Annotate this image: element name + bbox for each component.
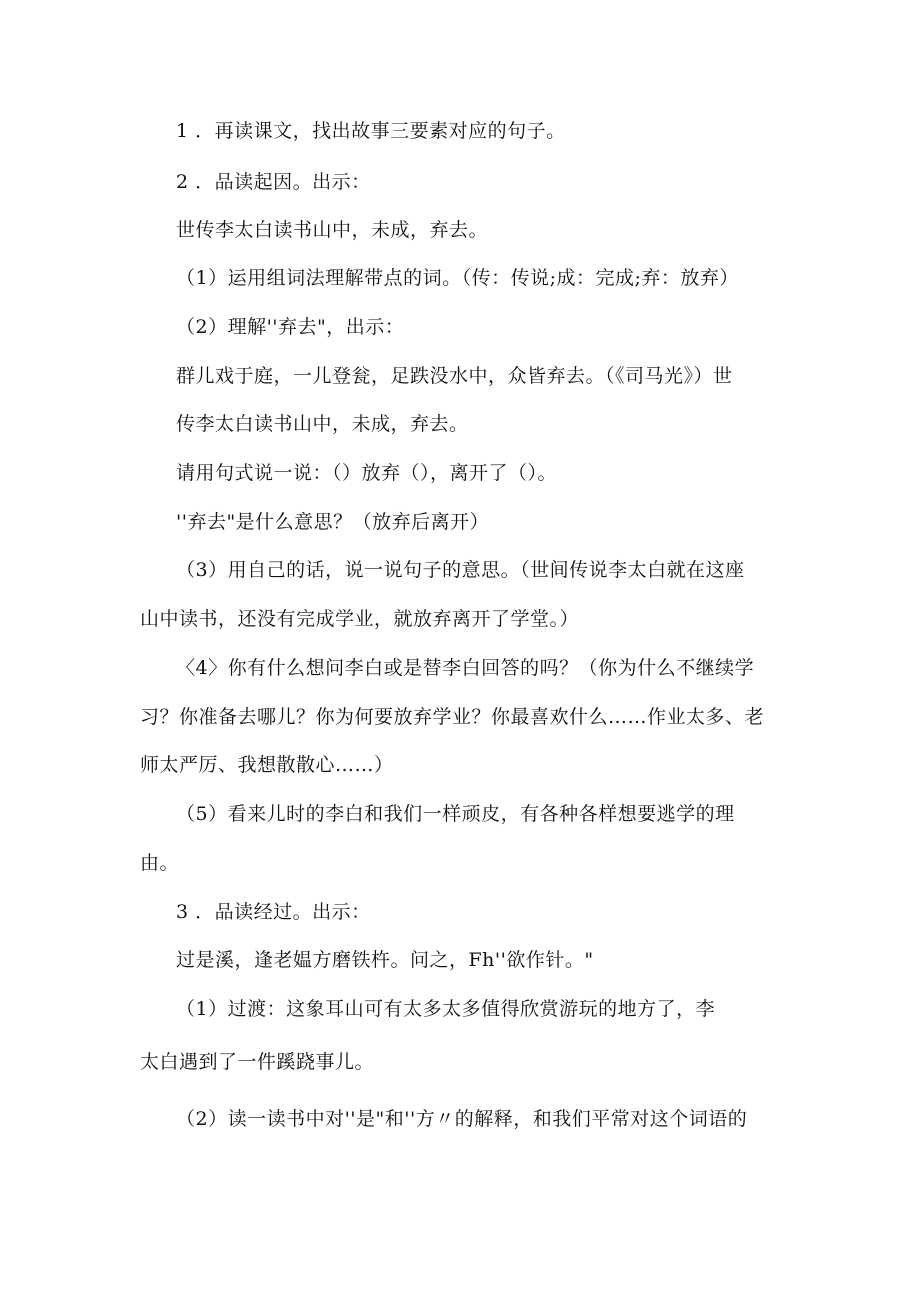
text-line-6: 群儿戏于庭，一儿登瓮，足跌没水中，众皆弃去。（《司马光》）世	[176, 365, 733, 387]
text-line-13: 习？你准备去哪儿？你为何要放弃学业？你最喜欢什么……作业太多、老	[140, 706, 765, 728]
text-line-1: 1 ．再读课文，找出故事三要素对应的句子。	[176, 120, 566, 142]
text-line-12: 〈4〉你有什么想问李白或是替李白回答的吗？（你为什么不继续学	[176, 657, 755, 679]
text-line-16: 由。	[140, 852, 180, 874]
text-line-14: 师太严厉、我想散散心……）	[140, 754, 394, 776]
text-line-7: 传李太白读书山中，未成，弃去。	[176, 413, 469, 435]
text-line-8: 请用句式说一说：（）放弃（），离开了（）。	[176, 462, 558, 484]
text-line-10: （3）用自己的话，说一说句子的意思。（世间传说李太白就在这座	[176, 559, 745, 581]
text-line-5: （2）理解''弃去"，出示：	[176, 316, 405, 338]
text-line-9: ''弃去"是什么意思？（放弃后离开）	[176, 511, 490, 533]
text-line-11: 山中读书，还没有完成学业，就放弃离开了学堂。）	[140, 608, 580, 630]
text-line-4: （1）运用组词法理解带点的词。（传：传说;成：完成;弃：放弃）	[176, 267, 739, 289]
text-line-19: （1）过渡：这象耳山可有太多太多值得欣赏游玩的地方了，李	[176, 998, 716, 1020]
text-line-17: 3 ．品读经过。出示：	[176, 901, 371, 923]
text-line-15: （5）看来儿时的李白和我们一样顽皮，有各种各样想要逃学的理	[176, 803, 735, 825]
text-line-2: 2 ．品读起因。出示：	[176, 171, 371, 193]
text-line-3: 世传李太白读书山中，未成，弃去。	[176, 219, 489, 241]
text-line-21: （2）读一读书中对''是"和''方〃的解释，和我们平常对这个词语的	[176, 1108, 748, 1130]
text-line-18: 过是溪，逢老媪方磨铁杵。问之，Fh''欲作针。"	[176, 949, 594, 971]
text-line-20: 太白遇到了一件蹊跷事儿。	[140, 1051, 375, 1073]
